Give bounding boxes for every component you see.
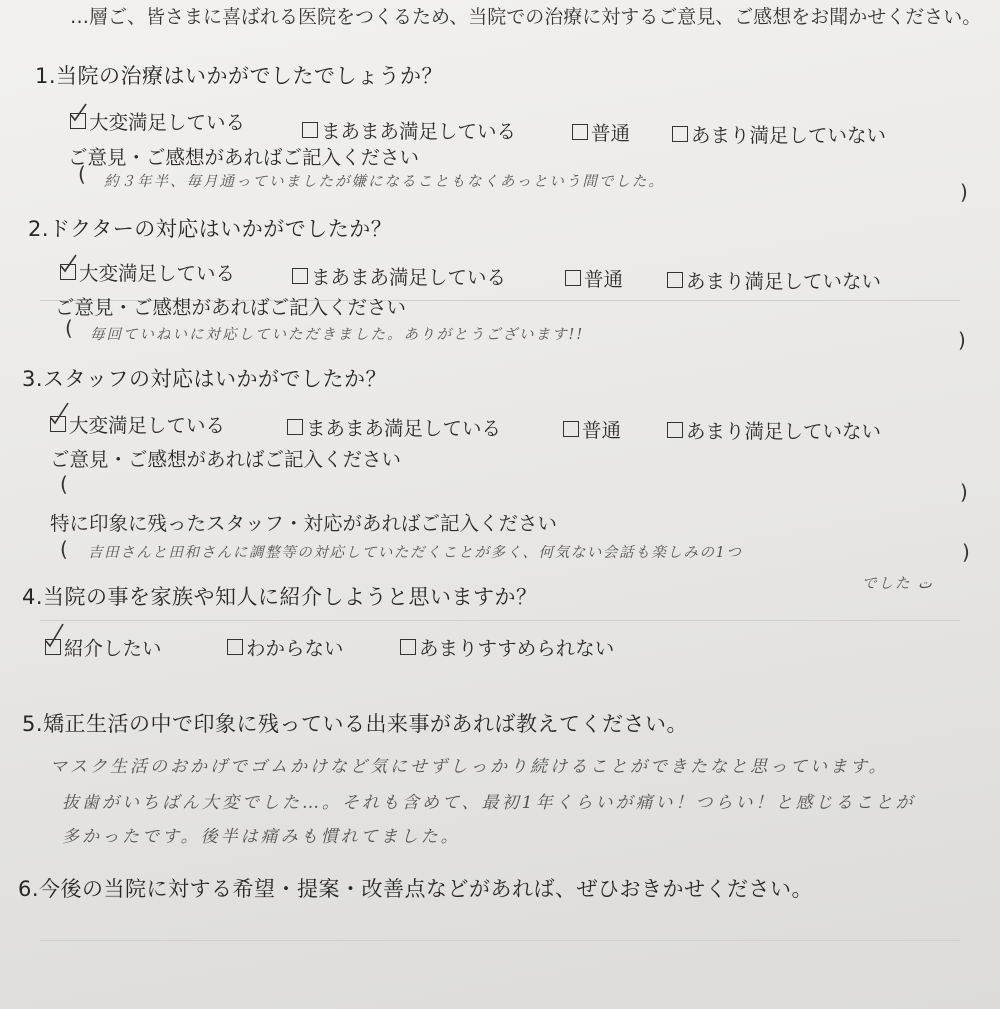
q2-option-neutral[interactable]	[565, 264, 623, 292]
q3-handwritten-extra-comment-2: でした ت	[862, 576, 932, 592]
survey-intro: …層ご、皆さまに喜ばれる医院をつくるため、当院での治療に対するご意見、ご感想をお聞かせください。	[70, 6, 982, 28]
open-paren: (	[65, 316, 73, 340]
q2-option-somewhat-satisfied[interactable]	[292, 262, 506, 290]
q4-option-not-recommend[interactable]	[400, 633, 614, 661]
q2-comment-prompt: ご意見・ご感想があればご記入ください	[55, 296, 407, 319]
option-label: あまり満足していない	[691, 124, 887, 147]
q5-answer-line: 多かったです。後半は痛みも慣れてました。	[62, 827, 461, 847]
q4-option-unsure[interactable]	[227, 633, 344, 661]
q3-option-neutral[interactable]	[563, 415, 621, 443]
q1-comment-prompt: ご意見・ご感想があればご記入ください	[68, 146, 420, 169]
q2-title: 2.ドクターの対応はいかがでしたか？	[28, 217, 393, 241]
option-label: まあまあ満足している	[306, 417, 502, 440]
close-paren: )	[962, 540, 970, 564]
checkbox-icon[interactable]	[672, 126, 688, 142]
option-label: 大変満足している	[89, 111, 246, 134]
q2-option-very-satisfied[interactable]	[60, 258, 235, 286]
q3-title: 3.スタッフの対応はいかがでしたか？	[22, 367, 388, 391]
q1-option-very-satisfied[interactable]	[70, 107, 245, 135]
option-label: わからない	[246, 637, 344, 660]
q1-option-not-satisfied[interactable]	[672, 120, 886, 148]
q5-answer-line: マスク生活のおかげでゴムかけなど気にせずしっかり続けることができたなと思っています。	[50, 757, 889, 777]
checkbox-icon[interactable]	[565, 270, 581, 286]
q5-answer-line: 抜歯がいちばん大変でした…。それも含めて、最初1年くらいが痛い！つらい！と感じることが	[62, 793, 916, 813]
checkbox-icon[interactable]	[563, 421, 579, 437]
q4-option-recommend[interactable]	[45, 633, 162, 661]
checkbox-icon[interactable]	[227, 639, 243, 655]
option-label: 大変満足している	[69, 414, 226, 437]
option-label: あまりすすめられない	[419, 637, 615, 660]
q6-title: 6.今後の当院に対する希望・提案・改善点などがあれば、ぜひおきかせください。	[18, 877, 814, 901]
checkbox-checked-icon[interactable]	[70, 113, 86, 129]
open-paren: (	[60, 537, 68, 561]
q1-title: 1.当院の治療はいかがでしたでしょうか？	[35, 64, 444, 88]
q3-option-very-satisfied[interactable]	[50, 410, 225, 438]
checkbox-icon[interactable]	[302, 122, 318, 138]
option-label: 普通	[582, 419, 622, 442]
option-label: まあまあ満足している	[321, 120, 517, 143]
q1-option-neutral[interactable]	[572, 118, 630, 146]
checkbox-icon[interactable]	[667, 272, 683, 288]
checkbox-icon[interactable]	[292, 268, 308, 284]
q3-comment-prompt: ご意見・ご感想があればご記入ください	[50, 448, 402, 471]
option-label: 普通	[584, 268, 624, 291]
close-paren: )	[958, 328, 966, 352]
option-label: まあまあ満足している	[311, 266, 507, 289]
smile-doodle: ت	[918, 576, 932, 592]
checkbox-checked-icon[interactable]	[60, 264, 76, 280]
checkbox-icon[interactable]	[572, 124, 588, 140]
close-paren: )	[960, 480, 968, 504]
checkbox-checked-icon[interactable]	[45, 639, 61, 655]
q3-handwritten-extra-comment: 吉田さんと田和さんに調整等の対応していただくことが多く、何気ない会話も楽しみの1つ	[88, 545, 743, 561]
option-label: 普通	[591, 122, 631, 145]
q4-title: 4.当院の事を家族や知人に紹介しようと思いますか？	[22, 585, 538, 609]
option-label: 大変満足している	[79, 262, 236, 285]
checkbox-icon[interactable]	[287, 419, 303, 435]
q5-title: 5.矯正生活の中で印象に残っている出来事があれば教えてください。	[22, 712, 689, 736]
close-paren: )	[960, 180, 968, 204]
q3-extra-prompt: 特に印象に残ったスタッフ・対応があればご記入ください	[50, 512, 558, 535]
option-label: 紹介したい	[64, 637, 162, 660]
checkbox-icon[interactable]	[400, 639, 416, 655]
q1-handwritten-comment: 約３年半、毎月通っていましたが嫌になることもなくあっという間でした。	[104, 174, 665, 190]
q2-option-not-satisfied[interactable]	[667, 266, 881, 294]
option-label: あまり満足していない	[686, 420, 882, 443]
checkbox-icon[interactable]	[667, 422, 683, 438]
q1-option-somewhat-satisfied[interactable]	[302, 116, 516, 144]
q3-option-somewhat-satisfied[interactable]	[287, 413, 501, 441]
open-paren: (	[60, 472, 68, 496]
option-label: あまり満足していない	[686, 270, 882, 293]
q3-option-not-satisfied[interactable]	[667, 416, 881, 444]
open-paren: (	[78, 162, 86, 186]
q2-handwritten-comment: 毎回ていねいに対応していただきました。ありがとうございます!!	[90, 327, 585, 343]
checkbox-checked-icon[interactable]	[50, 416, 66, 432]
